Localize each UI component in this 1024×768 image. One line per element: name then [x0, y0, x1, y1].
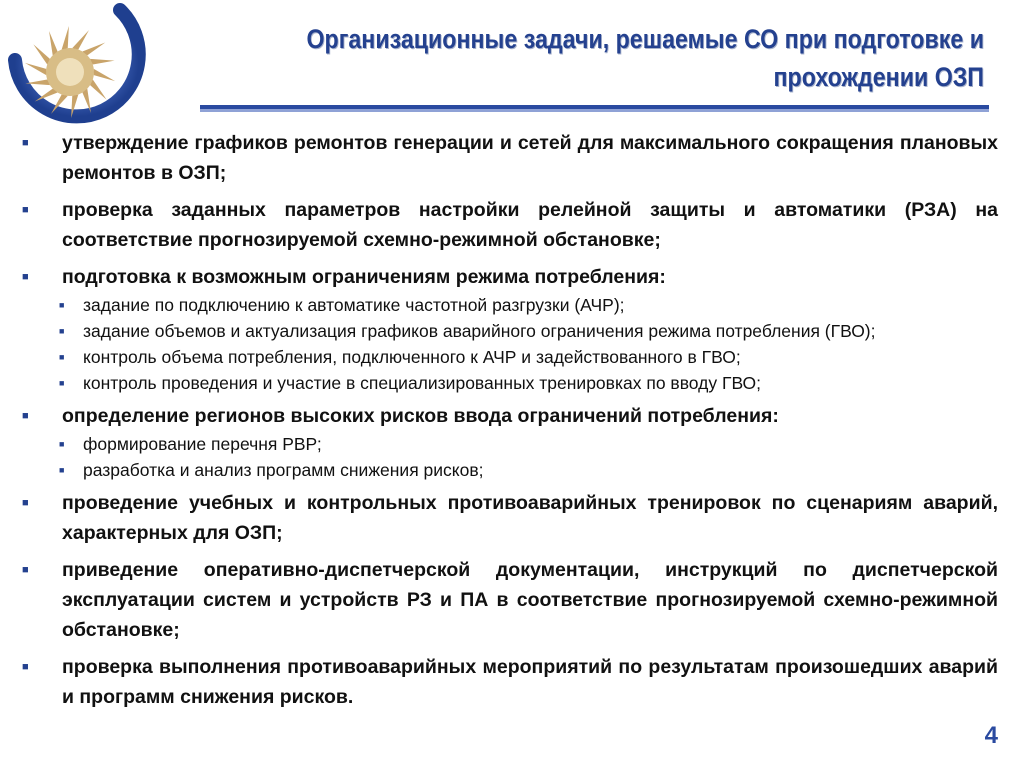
- square-bullet-icon: ■: [22, 564, 29, 576]
- sub-list-item: [57, 295, 998, 316]
- list-item: [20, 262, 998, 293]
- list-item: [20, 488, 998, 548]
- square-bullet-icon: ■: [59, 300, 65, 310]
- sun-ray: [49, 31, 58, 55]
- sub-list-item-text: контроль объема потребления, подключенного к АЧР и задействованного в ГВО;: [83, 347, 741, 367]
- sun-ray: [94, 69, 115, 81]
- sun-ray: [82, 42, 105, 55]
- square-bullet-icon: ■: [22, 137, 29, 149]
- list-item-text: приведение оперативно-диспетчерской документации, инструкций по диспетчерской эксплуатации систем и устройств РЗ и ПА в соответствие прогнозируемой схемно-режимной обстановке;: [62, 559, 998, 641]
- square-bullet-icon: ■: [22, 410, 29, 422]
- square-bullet-icon: ■: [22, 204, 29, 216]
- square-bullet-icon: ■: [59, 378, 65, 388]
- list-item-text: определение регионов высоких рисков ввода ограничений потребления:: [62, 405, 779, 427]
- list-item: [20, 195, 998, 255]
- sub-list-item: [57, 347, 998, 368]
- square-bullet-icon: ■: [59, 439, 65, 449]
- sun-ray: [33, 44, 50, 64]
- sub-list-item: [57, 460, 998, 481]
- title-line-2: прохождении ОЗП: [773, 62, 984, 92]
- sub-list-item: [57, 434, 998, 455]
- list-item-text: проверка заданных параметров настройки релейной защиты и автоматики (РЗА) на соответствие прогнозируемой схемно-режимной обстановке;: [62, 199, 998, 251]
- sub-list-item: [57, 373, 998, 394]
- bullet-list: [20, 128, 998, 719]
- sun-ray: [25, 63, 46, 75]
- sun-ray: [62, 26, 69, 49]
- list-item-text: утверждение графиков ремонтов генерации и сетей для максимального сокращения плановых ремонтов в ОЗП;: [62, 132, 998, 184]
- sun-ray: [90, 59, 114, 65]
- list-item-text: подготовка к возможным ограничениям режима потребления:: [62, 266, 666, 288]
- list-item: [20, 128, 998, 188]
- sun-ray: [90, 80, 107, 100]
- title-line-1: Организационные задачи, решаемые СО при подготовке и: [306, 24, 984, 54]
- square-bullet-icon: ■: [22, 271, 29, 283]
- square-bullet-icon: ■: [59, 352, 65, 362]
- sub-list-item-text: формирование перечня РВР;: [83, 434, 322, 454]
- sub-list-item: [57, 321, 998, 342]
- title-divider: [200, 105, 989, 112]
- list-item: [20, 555, 998, 645]
- sun-ray: [72, 30, 89, 49]
- sub-list-item-text: задание объемов и актуализация графиков аварийного ограничения режима потребления (ГВО);: [83, 321, 876, 341]
- sub-list-item-text: задание по подключению к автоматике частотной разгрузки (АЧР);: [83, 295, 625, 315]
- list-item: [20, 401, 998, 432]
- square-bullet-icon: ■: [22, 497, 29, 509]
- sub-list-item-text: разработка и анализ программ снижения рисков;: [83, 460, 484, 480]
- square-bullet-icon: ■: [22, 661, 29, 673]
- slide-title: [296, 20, 984, 96]
- list-item-text: проведение учебных и контрольных противоаварийных тренировок по сценариям аварий, характерных для ОЗП;: [62, 492, 998, 544]
- list-item-text: проверка выполнения противоаварийных мероприятий по результатам произошедших аварий и программ снижения рисков.: [62, 656, 998, 708]
- square-bullet-icon: ■: [59, 326, 65, 336]
- sub-list-item-text: контроль проведения и участие в специализированных тренировках по вводу ГВО;: [83, 373, 762, 393]
- square-bullet-icon: ■: [59, 465, 65, 475]
- page-number: 4: [984, 722, 998, 749]
- list-item: [20, 652, 998, 712]
